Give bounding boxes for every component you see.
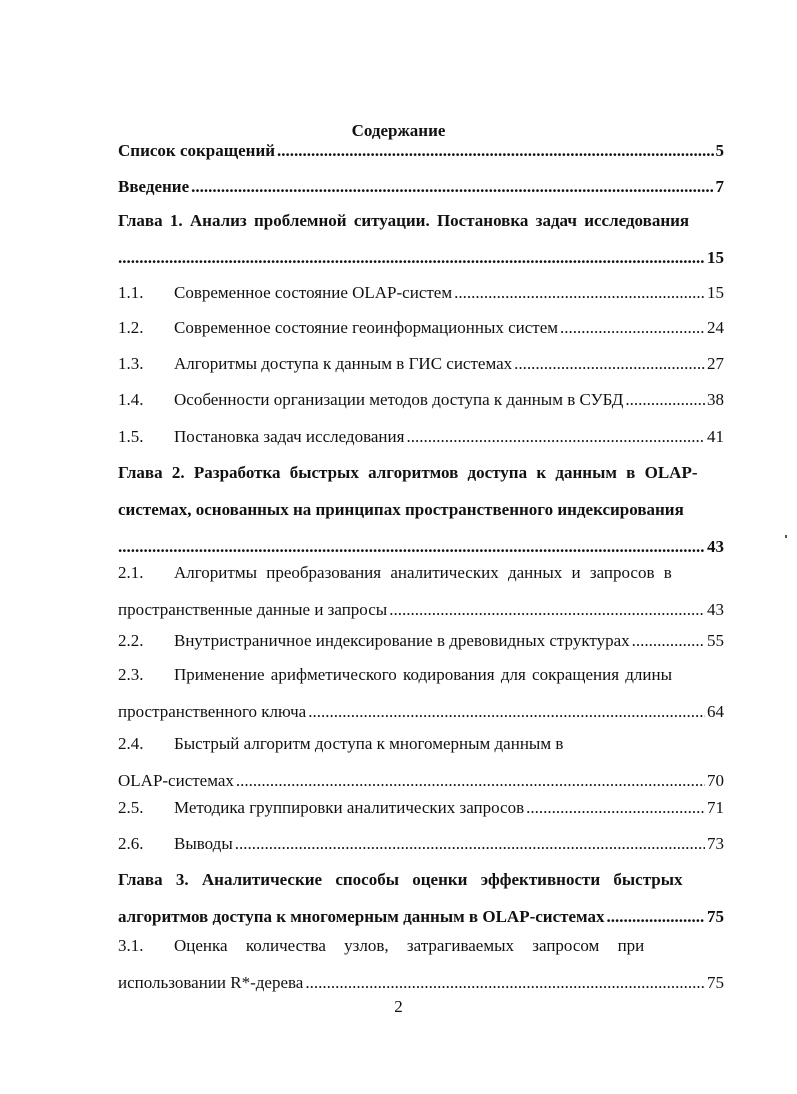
leader-dots <box>389 599 705 621</box>
toc-entry-2-2[interactable] <box>118 630 724 667</box>
entry-page: 73 <box>707 834 724 853</box>
entry-page: 15 <box>707 248 724 267</box>
entry-text-line-2: системах, основанных на принципах пространственного индексирования <box>118 500 684 519</box>
entry-page: 43 <box>707 537 724 556</box>
leader-dots <box>235 833 705 855</box>
entry-page: 75 <box>707 907 724 926</box>
entry-text: Внутристраничное индексирование в древовидных структурах <box>174 631 630 650</box>
toc-entry-chapter-1[interactable] <box>118 210 724 284</box>
entry-page: 71 <box>707 798 724 817</box>
toc-entry-abbreviations[interactable] <box>118 140 724 177</box>
entry-number: 2.1. <box>118 563 144 582</box>
toc-entry-chapter-2[interactable] <box>118 462 724 573</box>
entry-text-line-2: пространственного ключа <box>118 702 307 721</box>
entry-number: 1.5. <box>118 427 144 446</box>
entry-page: 70 <box>707 771 724 790</box>
entry-text: Особенности организации методов доступа к данным в СУБД <box>174 390 624 409</box>
entry-number: 2.2. <box>118 631 144 650</box>
toc-entry-1-3[interactable] <box>118 353 724 390</box>
entry-page: 43 <box>707 600 724 619</box>
entry-text: Алгоритмы доступа к данным в ГИС системах <box>174 354 513 373</box>
toc-entry-1-4[interactable] <box>118 389 724 426</box>
entry-page: 7 <box>715 177 724 196</box>
toc-entry-introduction[interactable] <box>118 176 724 213</box>
leader-dots <box>454 282 705 304</box>
entry-number: 2.5. <box>118 798 144 817</box>
entry-text: Постановка задач исследования <box>174 427 405 446</box>
toc-entry-2-3[interactable] <box>118 664 724 738</box>
entry-number: 1.3. <box>118 354 144 373</box>
entry-text-line-2: использовании R*-дерева <box>118 973 304 992</box>
leader-dots <box>236 770 705 792</box>
toc-entry-2-4[interactable] <box>118 733 724 807</box>
entry-text: Современное состояние OLAP-систем <box>174 283 453 302</box>
entry-text: Список сокращений <box>118 141 276 160</box>
entry-text: Глава 1. Анализ проблемной ситуации. Постановка задач исследования <box>118 211 690 230</box>
entry-page: 75 <box>707 973 724 992</box>
leader-dots <box>625 389 705 411</box>
entry-text-line-1: Алгоритмы преобразования аналитических данных и запросов в <box>174 563 672 582</box>
leader-dots <box>526 797 705 819</box>
leader-dots <box>560 317 705 339</box>
entry-text-line-1: Глава 3. Аналитические способы оценки эффективности быстрых <box>118 870 683 889</box>
entry-text: Введение <box>118 177 190 196</box>
toc-entry-chapter-3[interactable] <box>118 869 724 943</box>
entry-text-line-2: OLAP-системах <box>118 771 234 790</box>
toc-entry-1-1[interactable] <box>118 282 724 319</box>
leader-dots <box>277 140 713 162</box>
page-number: 2 <box>394 997 403 1016</box>
entry-page: 55 <box>707 631 724 650</box>
leader-dots <box>514 353 705 375</box>
leader-dots <box>406 426 705 448</box>
toc-entry-2-5[interactable] <box>118 797 724 834</box>
scan-speck <box>785 535 787 538</box>
entry-number: 1.4. <box>118 390 144 409</box>
entry-text-line-1: Применение арифметического кодирования для сокращения длины <box>174 665 673 684</box>
leader-dots <box>606 906 705 928</box>
entry-number: 3.1. <box>118 936 144 955</box>
entry-number: 2.3. <box>118 665 144 684</box>
entry-page: 64 <box>707 702 724 721</box>
entry-text: Методика группировки аналитических запросов <box>174 798 525 817</box>
toc-entry-2-1[interactable] <box>118 562 724 636</box>
entry-text-line-1: Быстрый алгоритм доступа к многомерным данным в <box>174 734 564 753</box>
toc-entry-2-6[interactable] <box>118 833 724 870</box>
entry-number: 2.4. <box>118 734 144 753</box>
entry-number: 1.1. <box>118 283 144 302</box>
entry-page: 41 <box>707 427 724 446</box>
entry-page: 38 <box>707 390 724 409</box>
leader-dots <box>632 630 705 652</box>
entry-text-line-2: пространственные данные и запросы <box>118 600 388 619</box>
entry-text: Выводы <box>174 834 233 853</box>
entry-page: 5 <box>715 141 724 160</box>
entry-number: 2.6. <box>118 834 144 853</box>
entry-text-line-1: Глава 2. Разработка быстрых алгоритмов доступа к данным в OLAP- <box>118 463 698 482</box>
leader-dots <box>118 536 705 558</box>
toc-entry-1-2[interactable] <box>118 317 724 354</box>
entry-page: 27 <box>707 354 724 373</box>
entry-page: 15 <box>707 283 724 302</box>
leader-dots <box>308 701 705 723</box>
leader-dots <box>118 247 705 269</box>
leader-dots <box>191 176 713 198</box>
entry-text-line-1: Оценка количества узлов, затрагиваемых запросом при <box>174 936 645 955</box>
leader-dots <box>305 972 705 994</box>
entry-text: Современное состояние геоинформационных систем <box>174 318 559 337</box>
entry-page: 24 <box>707 318 724 337</box>
toc-title: Содержание <box>351 121 446 140</box>
entry-number: 1.2. <box>118 318 144 337</box>
toc-entry-1-5[interactable] <box>118 426 724 463</box>
entry-text-line-2: алгоритмов доступа к многомерным данным в OLAP-системах <box>118 907 605 926</box>
